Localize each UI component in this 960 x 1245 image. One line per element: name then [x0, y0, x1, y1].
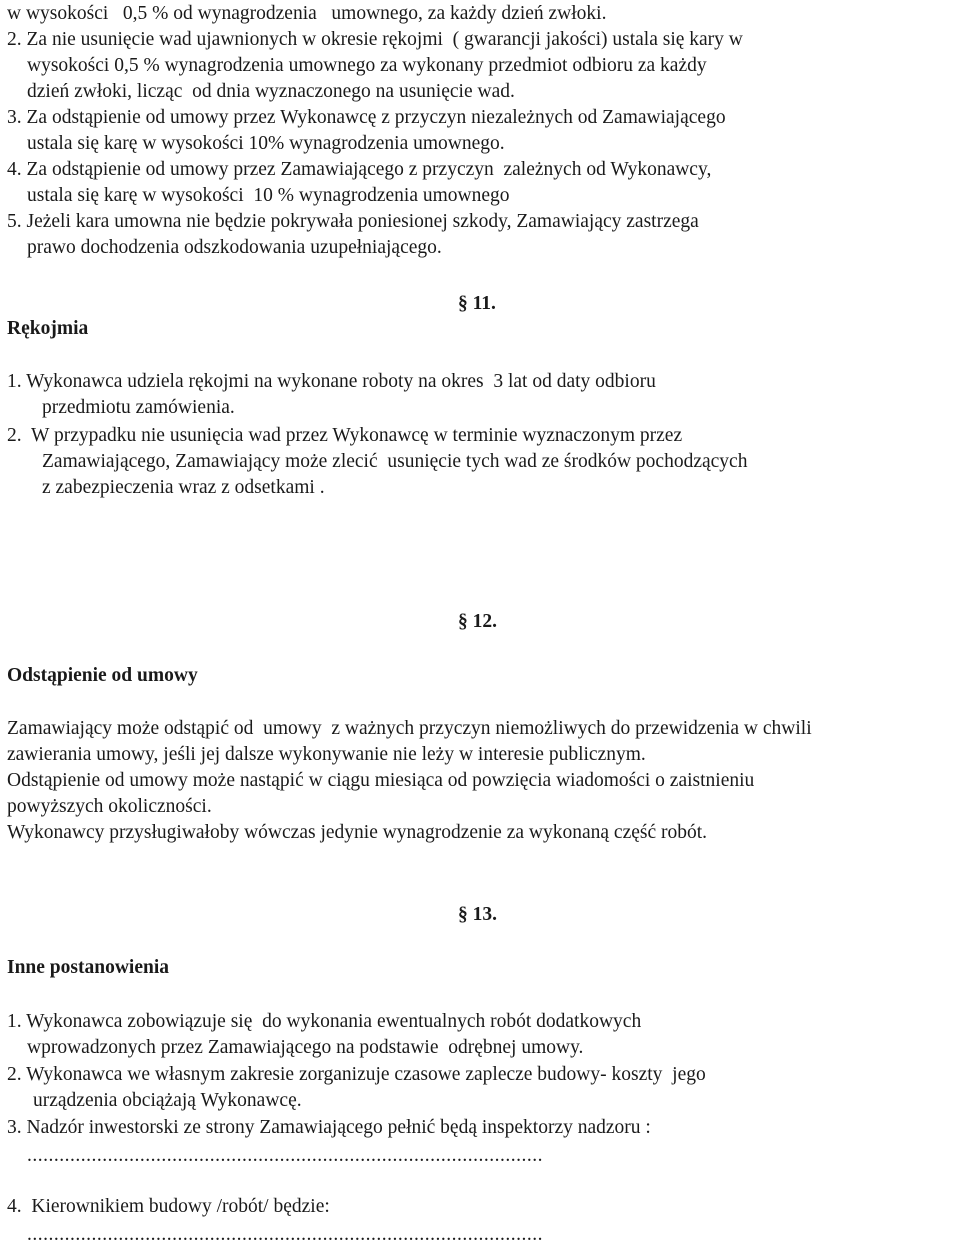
- section-13-title: Inne postanowienia: [7, 957, 169, 978]
- other-item-4-dots: ................................................................................................: [27, 1224, 543, 1245]
- warranty-item-2-line2: Zamawiającego, Zamawiający może zlecić usunięcie tych wad ze środków pochodzących: [42, 451, 748, 472]
- warranty-item-2-line3: z zabezpieczenia wraz z odsetkami .: [42, 477, 325, 498]
- warranty-item-2-line1: 2. W przypadku nie usunięcia wad przez Wykonawcę w terminie wyznaczonym przez: [7, 425, 683, 446]
- section-12-title: Odstąpienie od umowy: [7, 665, 198, 686]
- section-11-number: § 11.: [458, 293, 496, 314]
- penalty-item-3-line2: ustala się karę w wysokości 10% wynagrodzenia umownego.: [27, 133, 505, 154]
- section-11-title: Rękojmia: [7, 318, 89, 339]
- warranty-item-1-line2: przedmiotu zamówienia.: [42, 397, 235, 418]
- section-12-number: § 12.: [458, 611, 497, 632]
- other-item-2-line2: urządzenia obciążają Wykonawcę.: [33, 1090, 302, 1111]
- penalty-item-5-line1: 5. Jeżeli kara umowna nie będzie pokrywała poniesionej szkody, Zamawiający zastrzega: [7, 211, 699, 232]
- penalty-item-5-line2: prawo dochodzenia odszkodowania uzupełniającego.: [27, 237, 442, 258]
- withdrawal-line-2: zawierania umowy, jeśli jej dalsze wykonywanie nie leży w interesie publicznym.: [7, 744, 646, 765]
- penalty-item-2-line2: wysokości 0,5 % wynagrodzenia umownego za wykonany przedmiot odbioru za każdy: [27, 55, 707, 76]
- penalty-item-2-line1: 2. Za nie usunięcie wad ujawnionych w okresie rękojmi ( gwarancji jakości) ustala się kary w: [7, 29, 743, 50]
- penalty-item-3-line1: 3. Za odstąpienie od umowy przez Wykonawcę z przyczyn niezależnych od Zamawiającego: [7, 107, 726, 128]
- penalty-item-2-line3: dzień zwłoki, licząc od dnia wyznaczonego na usunięcie wad.: [27, 81, 515, 102]
- penalty-item-4-line1: 4. Za odstąpienie od umowy przez Zamawiającego z przyczyn zależnych od Wykonawcy,: [7, 159, 712, 180]
- withdrawal-line-5: Wykonawcy przysługiwałoby wówczas jedynie wynagrodzenie za wykonaną część robót.: [7, 822, 708, 843]
- other-item-3-dots: ................................................................................................: [27, 1145, 543, 1166]
- withdrawal-line-1: Zamawiający może odstąpić od umowy z ważnych przyczyn niemożliwych do przewidzenia w chwili: [7, 718, 812, 739]
- other-item-3-line1: 3. Nadzór inwestorski ze strony Zamawiającego pełnić będą inspektorzy nadzoru :: [7, 1117, 651, 1138]
- withdrawal-line-4: powyższych okoliczności.: [7, 796, 212, 817]
- other-item-4-line1: 4. Kierownikiem budowy /robót/ będzie:: [7, 1196, 330, 1217]
- section-13-number: § 13.: [458, 904, 497, 925]
- warranty-item-1-line1: 1. Wykonawca udziela rękojmi na wykonane roboty na okres 3 lat od daty odbioru: [7, 371, 656, 392]
- penalty-line-top: w wysokości 0,5 % od wynagrodzenia umownego, za każdy dzień zwłoki.: [7, 3, 607, 24]
- penalty-item-4-line2: ustala się karę w wysokości 10 % wynagrodzenia umownego: [27, 185, 510, 206]
- other-item-2-line1: 2. Wykonawca we własnym zakresie zorganizuje czasowe zaplecze budowy- koszty jego: [7, 1064, 706, 1085]
- withdrawal-line-3: Odstąpienie od umowy może nastąpić w ciągu miesiąca od powzięcia wiadomości o zaistnieniu: [7, 770, 755, 791]
- other-item-1-line2: wprowadzonych przez Zamawiającego na podstawie odrębnej umowy.: [27, 1037, 584, 1058]
- other-item-1-line1: 1. Wykonawca zobowiązuje się do wykonania ewentualnych robót dodatkowych: [7, 1011, 642, 1032]
